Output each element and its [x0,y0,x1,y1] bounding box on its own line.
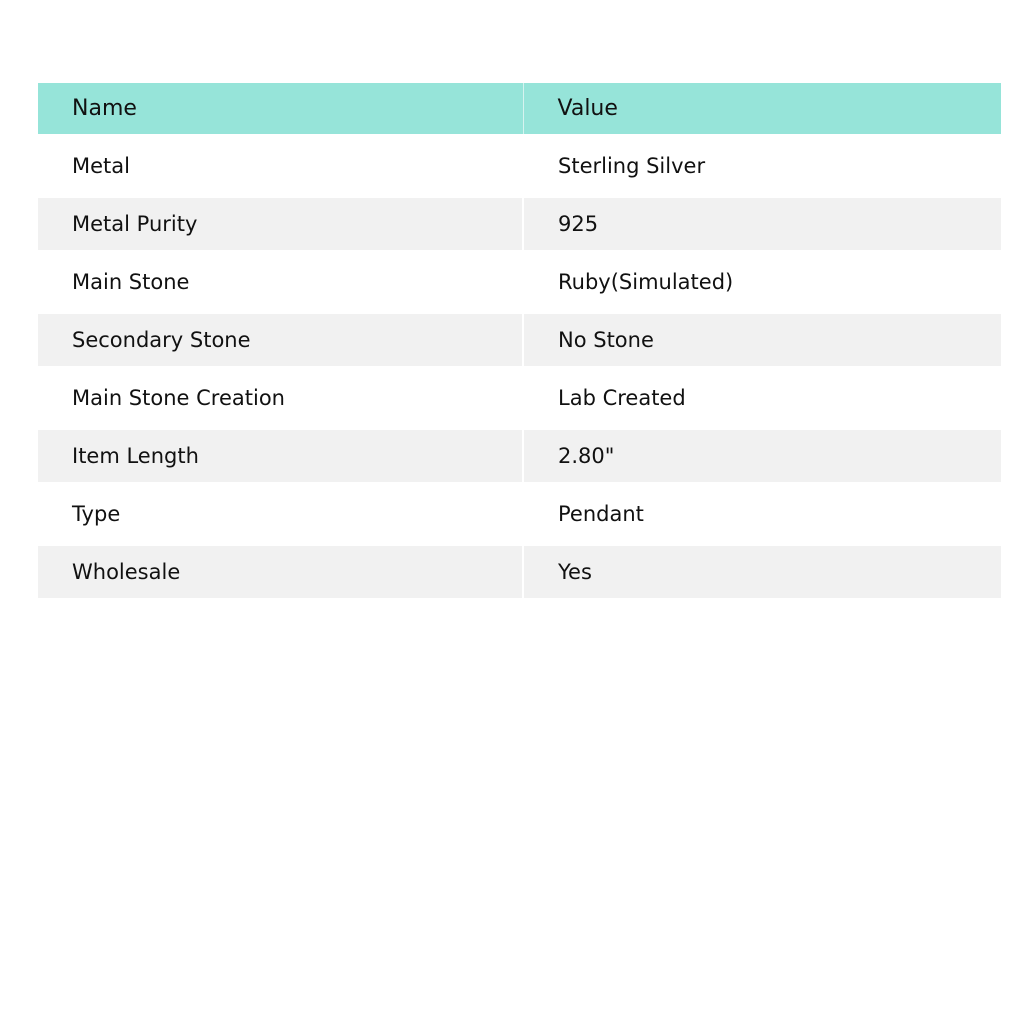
table-row [38,427,1001,485]
table-header-row [38,83,1001,137]
attribute-value-cell: Yes [523,543,1001,601]
table-row [38,137,1001,195]
attribute-name-cell: Item Length [38,427,523,485]
value-column-header: Value [523,83,1001,137]
table-row [38,311,1001,369]
attribute-value-cell: Sterling Silver [523,137,1001,195]
attribute-value-cell: Lab Created [523,369,1001,427]
attribute-value-cell: Pendant [523,485,1001,543]
attribute-name-cell: Type [38,485,523,543]
attribute-name-cell: Main Stone Creation [38,369,523,427]
product-specifications-table [38,83,1001,604]
attribute-name-cell: Metal [38,137,523,195]
attribute-value-cell: 925 [523,195,1001,253]
attribute-name-cell: Metal Purity [38,195,523,253]
table-body [38,137,1001,601]
attribute-value-cell: No Stone [523,311,1001,369]
attribute-name-cell: Secondary Stone [38,311,523,369]
attribute-name-cell: Main Stone [38,253,523,311]
attribute-name-cell: Wholesale [38,543,523,601]
table-row [38,253,1001,311]
table-header [38,83,1001,137]
attribute-value-cell: Ruby(Simulated) [523,253,1001,311]
table-row [38,485,1001,543]
attribute-value-cell: 2.80" [523,427,1001,485]
table-row [38,195,1001,253]
table-row [38,543,1001,601]
table-row [38,369,1001,427]
name-column-header: Name [38,83,523,137]
